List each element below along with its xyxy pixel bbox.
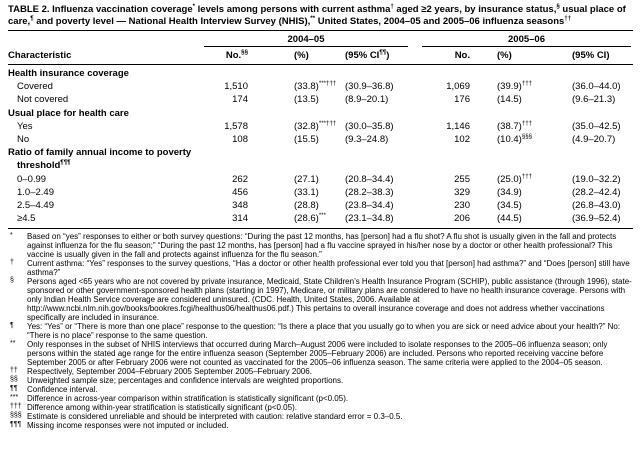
table-cell: (15.5) [294,134,319,146]
section-header-row [8,107,633,120]
footnote-text: Unweighted sample size; percentages and confidence intervals are weighted proportions. [27,376,344,386]
table-row [8,173,633,186]
table-cell: (39.9)††† [497,80,533,93]
year-group-header-row [8,31,633,47]
section-header-row [8,146,633,172]
table-cell: (32.8)***††† [294,119,337,132]
footnote-item [8,412,633,421]
table-cell: (19.0–32.2) [572,173,621,185]
footnote-text: Confidence interval. [27,385,98,395]
table-cell: 1,146 [446,120,470,132]
column-header-row [8,47,633,65]
footnote-item [8,322,633,340]
section-header: Usual place for health care [8,107,129,119]
table-row [8,80,633,93]
footnote-marker: ¶ [10,322,14,330]
footnote-item [8,421,633,430]
row-label: 1.0–2.49 [17,186,54,198]
row-label: Not covered [17,94,69,106]
footnote-marker: ** [10,340,16,348]
footnote-item [8,340,633,367]
table-cell: (10.4)§§§ [497,132,533,146]
footnote-item [8,277,633,322]
table-row [8,199,633,212]
table-cell: (27.1) [294,173,319,185]
table-cell: (33.1) [294,186,319,198]
footnotes-section [8,232,633,430]
column-header-no-2004: No.§§ [225,48,248,61]
table-cell: (34.5) [497,200,522,212]
row-label: ≥4.5 [17,213,36,225]
table-cell: 456 [232,186,248,198]
table-body [8,65,633,229]
table-cell: 174 [232,94,248,106]
row-label: Yes [17,120,33,132]
table-cell: (38.7)††† [497,119,533,132]
row-label: Covered [17,81,53,93]
table-cell: 329 [454,186,470,198]
footnote-marker: ¶¶¶ [10,421,22,429]
table-cell: (34.9) [497,186,522,198]
footnote-text: Persons aged <65 years who are not covered by private insurance, Medicaid, State Children’s Health Insurance Program (SCHIP), public assistance (through 1996), state-sponsored or other government-sponsored health plans (starting in 1997), Medicare, or military plans are considered to have no health insurance coverage. Persons with only Indian Health Service coverage are considered uninsured. (CDC. Health, United States, 2006. Available at http://www.ncbi.nlm.nih.gov/books/bookres.fcgi/healthus06/healthus06.pdf.) This pertains to overall insurance coverage and does not address whether vaccinations specifically are included in insurance. [27,277,632,323]
footnote-marker: §§§ [10,412,22,420]
footnote-item [8,367,633,376]
column-header-pct-2004: (%) [294,50,309,61]
footnote-item [8,403,633,412]
footnote-text: Respectively, September 2004–February 2005 September 2005–February 2006. [27,367,312,377]
footnote-item [8,385,633,394]
table-cell: (35.0–42.5) [572,120,621,132]
footnote-marker: § [10,277,14,285]
footnote-text: Difference in across-year comparison within stratification is statistically significant (p<0.05). [27,394,349,404]
column-header-characteristic: Characteristic [8,50,72,61]
year-group-header-2005-06: 2005–06 [422,34,631,47]
data-table [8,30,633,229]
table-cell: 1,578 [224,120,248,132]
table-cell: (30.0–35.8) [345,120,394,132]
table-cell: 262 [232,173,248,185]
table-row [8,186,633,199]
table-cell: (44.5) [497,213,522,225]
table-cell: (13.5) [294,94,319,106]
table-row [8,212,633,225]
table-cell: 1,069 [446,81,470,93]
table-cell: (26.8–43.0) [572,200,621,212]
footnote-text: Only responses in the subset of NHIS interviews that occurred during March–August 2006 were included to isolate responses to the 2005–06 influenza season; only persons within the stated age range for the entire influenza season (September 2005–February 2006) are included. Persons who reported receiving vaccine before September 2005 or after February 2006 were not counted as vaccinated for the 2005–06 influenza season. The same criteria were applied to the 2004–05 season. [27,340,608,368]
table-cell: 348 [232,200,248,212]
row-label: No [17,134,30,146]
table-cell: (14.5) [497,94,522,106]
table-cell: (25.0)††† [497,172,533,185]
table-cell: (36.9–52.4) [572,213,621,225]
table-cell: (28.2–38.3) [345,186,394,198]
footnote-marker: † [10,259,14,267]
table-cell: 230 [454,200,470,212]
footnote-text: Based on “yes” responses to either or both survey questions: “During the past 12 months, has [person] had a flu shot? A flu shot is usually given in the fall and protects against influenza for the flu season;” “During the past 12 months, has [person] had a flu vaccine sprayed in his/her nose by a doctor or other health professional? This vaccine is usually given in the fall and protects against influenza for the flu season.” [27,232,617,260]
footnote-marker: ††† [10,403,22,411]
section-header: Ratio of family annual income to poverty threshold¶¶¶ [8,147,192,172]
year-group-header-2004-05: 2004–05 [204,34,408,47]
footnote-marker: §§ [10,376,18,384]
table-cell: (36.0–44.0) [572,81,621,93]
footnote-text: Missing income responses were not imputed or included. [27,421,229,431]
column-header-ci-2004: (95% CI¶¶) [345,48,390,61]
table-cell: (28.8) [294,200,319,212]
table-cell: (8.9–20.1) [345,94,389,106]
footnote-item [8,376,633,385]
table-title: TABLE 2. Influenza vaccination coverage* levels among persons with current asthma† aged ≥2 years, by insurance status,§ usual place of care,¶ and poverty level — National Health Interview Survey (NHIS),** United States, 2004–05 and 2005–06 influenza seasons†† [8,2,626,27]
table-cell: (33.8)***††† [294,80,337,93]
column-header-pct-2005: (%) [497,50,512,61]
table-cell: 176 [454,94,470,106]
footnote-item [8,259,633,277]
table-cell: 102 [454,134,470,146]
footnote-text: Difference among within-year stratification is statistically significant (p<0.05). [27,403,297,413]
footnote-item [8,232,633,259]
footnote-marker: * [10,232,13,240]
footnote-text: Estimate is considered unreliable and should be interpreted with caution: relative standard error = 0.3–0.5. [27,412,403,422]
table-cell: 206 [454,213,470,225]
table-row [8,93,633,106]
footnote-marker: ¶¶ [10,385,18,393]
table-cell: (28.6)*** [294,212,327,225]
footnote-marker: *** [10,394,19,402]
table-cell: 1,510 [224,81,248,93]
table-cell: (28.2–42.4) [572,186,621,198]
table-row [8,133,633,146]
table-cell: 108 [232,134,248,146]
footnote-text: Current asthma: “Yes” responses to the survey questions, “Has a doctor or other health professional ever told you that [person] had asthma?” and “Does [person] still have asthma?” [27,259,630,278]
footnote-item [8,394,633,403]
table-cell: (23.8–34.4) [345,200,394,212]
table-cell: (23.1–34.8) [345,213,394,225]
section-header-row [8,67,633,80]
footnote-marker: †† [10,367,18,375]
table-cell: (20.8–34.4) [345,173,394,185]
table-row [8,120,633,133]
row-label: 0–0.99 [17,173,47,185]
table-cell: (9.6–21.3) [572,94,616,106]
table-cell: 255 [454,173,470,185]
table-cell: (9.3–24.8) [345,134,389,146]
table-cell: 314 [232,213,248,225]
row-label: 2.5–4.49 [17,200,54,212]
column-header-ci-2005: (95% CI) [572,50,610,61]
footnote-text: Yes: “Yes” or “There is more than one place” response to the question: “Is there a place that you usually go to when you are sick or need advice about your health?” No: “There is no place” response to the same question. [27,322,621,341]
table-cell: (30.9–36.8) [345,81,394,93]
section-header: Health insurance coverage [8,68,129,79]
column-header-no-2005: No. [454,50,470,61]
table-cell: (4.9–20.7) [572,134,616,146]
